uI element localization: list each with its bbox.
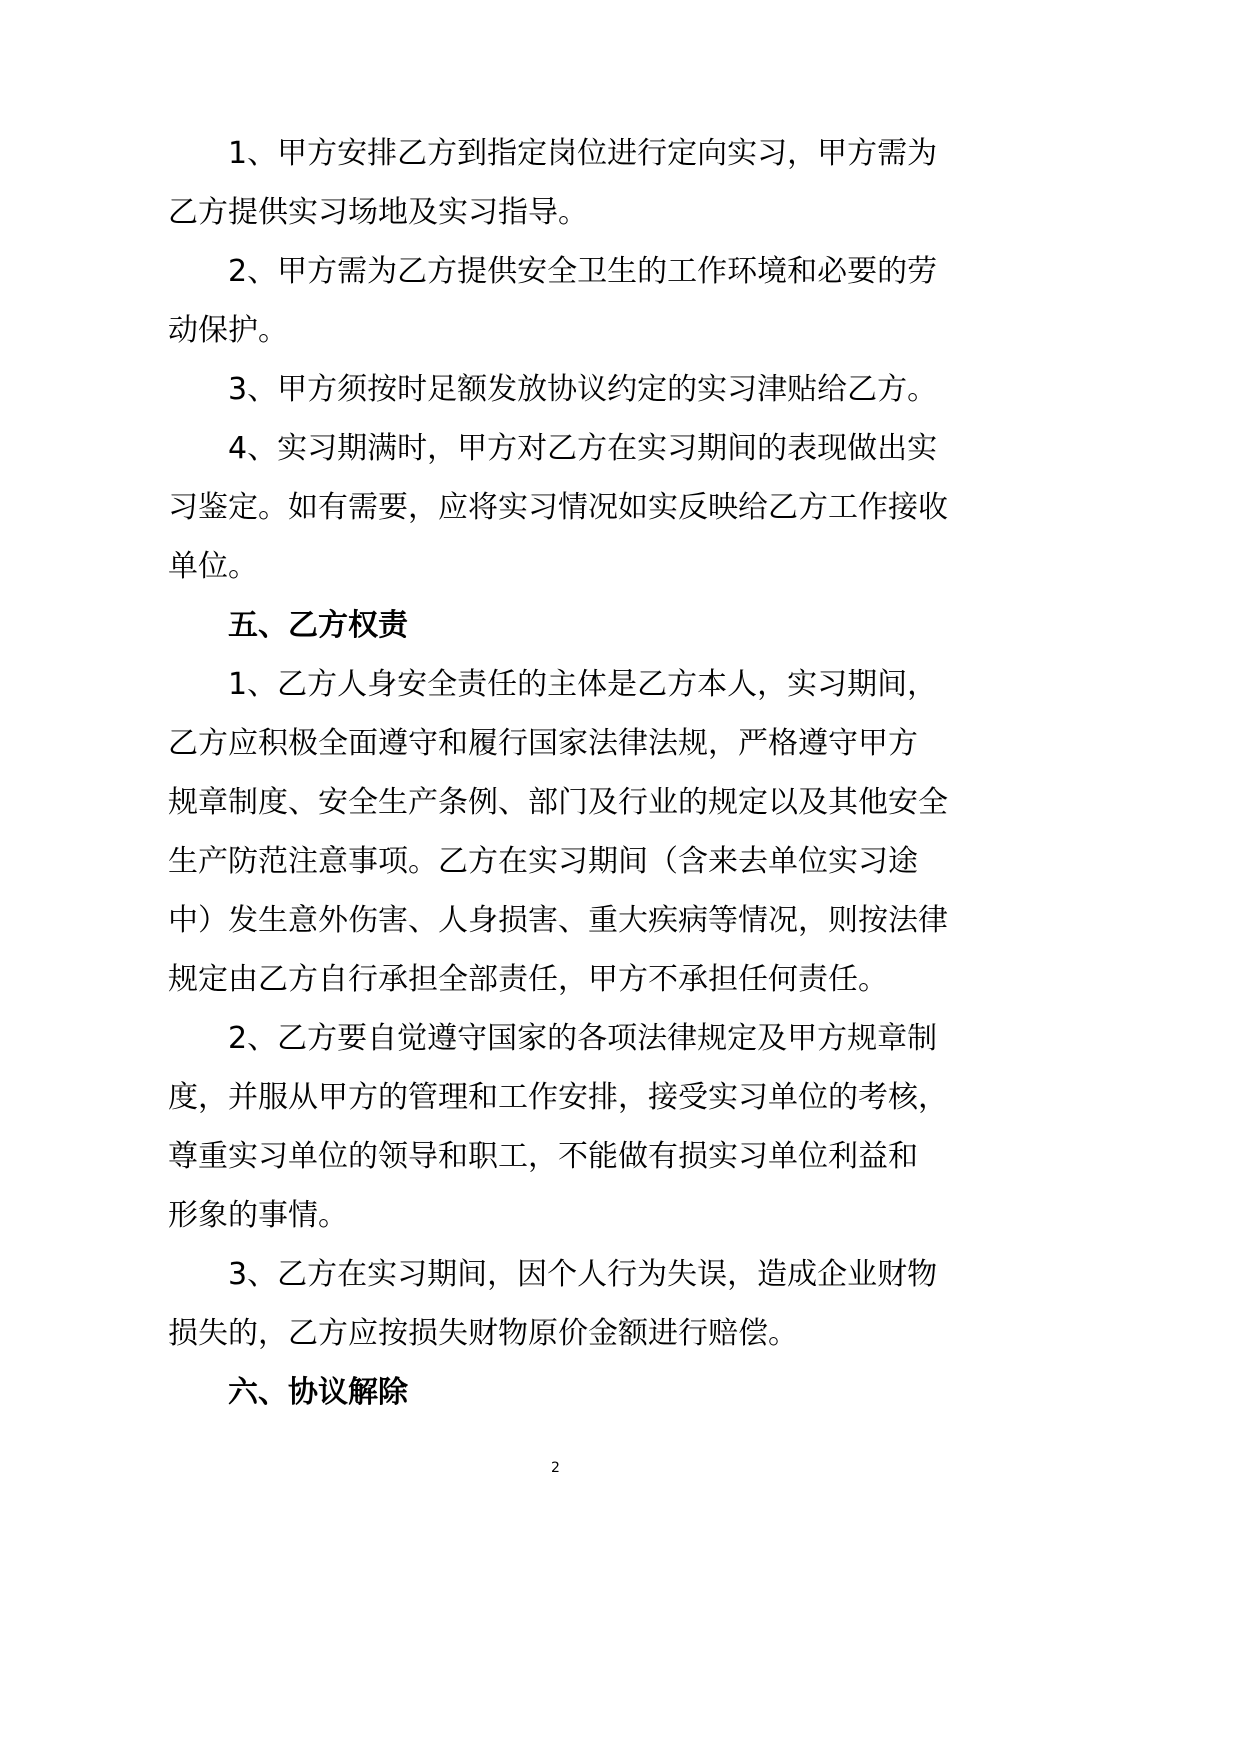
paragraph-line: 度，并服从甲方的管理和工作安排，接受实习单位的考核， [168, 1080, 948, 1115]
paragraph-line: 3、甲方须按时足额发放协议约定的实习津贴给乙方。 [228, 372, 938, 407]
paragraph-line: 形象的事情。 [168, 1198, 348, 1233]
paragraph [168, 242, 1168, 360]
paragraph-line: 单位。 [168, 549, 258, 584]
paragraph-line: 1、乙方人身安全责任的主体是乙方本人，实习期间， [228, 667, 938, 702]
paragraph-line: 1、甲方安排乙方到指定岗位进行定向实习，甲方需为 [228, 136, 938, 171]
paragraph [168, 1245, 1168, 1363]
paragraph [168, 124, 1168, 242]
paragraph-line: 尊重实习单位的领导和职工，不能做有损实习单位利益和 [168, 1139, 918, 1174]
paragraph-line: 规章制度、安全生产条例、部门及行业的规定以及其他安全 [168, 785, 948, 820]
paragraph-line: 中）发生意外伤害、人身损害、重大疾病等情况，则按法律 [168, 903, 948, 938]
paragraph [168, 1009, 1168, 1245]
paragraph-line: 乙方提供实习场地及实习指导。 [168, 195, 588, 230]
paragraph [168, 419, 1168, 596]
paragraph-line: 规定由乙方自行承担全部责任，甲方不承担任何责任。 [168, 962, 888, 997]
section-heading: 六、协议解除 [228, 1375, 408, 1410]
paragraph-line: 3、乙方在实习期间，因个人行为失误，造成企业财物 [228, 1257, 938, 1292]
paragraph-line: 4、实习期满时，甲方对乙方在实习期间的表现做出实 [228, 431, 938, 466]
paragraph-line: 生产防范注意事项。乙方在实习期间（含来去单位实习途 [168, 844, 918, 879]
section-heading: 五、乙方权责 [228, 608, 408, 643]
paragraph-line: 2、乙方要自觉遵守国家的各项法律规定及甲方规章制 [228, 1021, 938, 1056]
page-number: 2 [551, 1460, 560, 1476]
paragraph-line: 动保护。 [168, 313, 288, 348]
paragraph [168, 655, 1168, 1009]
document-body [168, 124, 1168, 1422]
paragraph-line: 2、甲方需为乙方提供安全卫生的工作环境和必要的劳 [228, 254, 938, 289]
paragraph-line: 损失的，乙方应按损失财物原价金额进行赔偿。 [168, 1316, 798, 1351]
paragraph-line: 乙方应积极全面遵守和履行国家法律法规，严格遵守甲方 [168, 726, 918, 761]
paragraph [168, 360, 1168, 419]
paragraph-line: 习鉴定。如有需要，应将实习情况如实反映给乙方工作接收 [168, 490, 948, 525]
